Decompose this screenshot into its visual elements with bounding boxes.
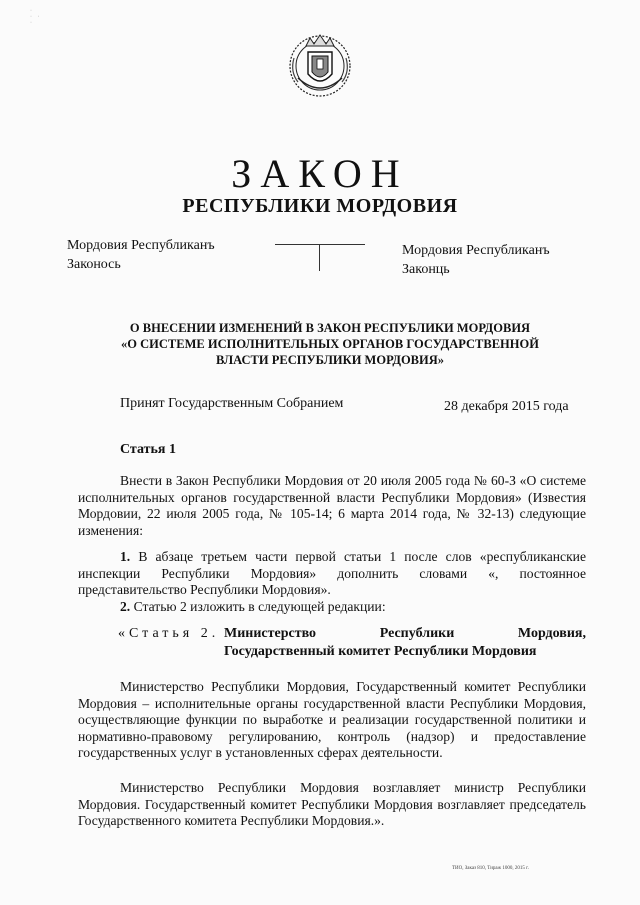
divider-vertical	[319, 245, 320, 271]
paragraph-heads: Министерство Республики Мордовия возглавляет министр Республики Мордовия. Государственный комитет Республики Мордовия возглавляет председатель Государственного комитета Республики Мордовия.».	[78, 780, 586, 828]
divider-horizontal	[275, 244, 365, 245]
article-2-heading	[118, 625, 588, 661]
heading-line-2: «О СИСТЕМЕ ИСПОЛНИТЕЛЬНЫХ ОРГАНОВ ГОСУДАРСТВЕННОЙ	[121, 337, 539, 351]
item-1-number: 1.	[120, 549, 131, 564]
article-2-label: «Статья 2.	[118, 626, 220, 641]
print-info: ТИО, Заказ 810, Тираж 1000, 2015 г.	[452, 866, 529, 871]
article-2-title-line-2: Государственный комитет Республики Мордовия	[224, 644, 537, 659]
adopted-by: Принят Государственным Собранием	[120, 396, 344, 411]
document-subtitle: РЕСПУБЛИКИ МОРДОВИЯ	[182, 195, 458, 217]
paragraph-item-2	[78, 599, 586, 616]
paragraph-item-1	[78, 549, 586, 599]
item-2-text: Статью 2 изложить в следующей редакции:	[130, 599, 386, 614]
paragraph-definition: Министерство Республики Мордовия, Государственный комитет Республики Мордовия – исполнительные органы государственной власти Республики Мордовия, осуществляющие функции по выработке и реализации государственной политики и нормативно-правовому регулированию, контроль (надзор) и предоставление государственных услуг в установленных сферах деятельности.	[78, 679, 586, 760]
coat-of-arms-icon	[284, 28, 356, 100]
heading-line-1: О ВНЕСЕНИИ ИЗМЕНЕНИЙ В ЗАКОН РЕСПУБЛИКИ МОРДОВИЯ	[129, 321, 531, 335]
document-title: ЗАКОН	[231, 151, 409, 196]
law-heading	[90, 320, 570, 368]
article-title: Статья 1	[120, 442, 176, 457]
item-1-text: В абзаце третьем части первой статьи 1 после слов «республиканские инспекции Республики Мордовия» дополнить словами «, постоянное представительство Республики Мордовия».	[78, 549, 586, 597]
article-2-title-line-1: Министерство Республики Мордовия,	[224, 626, 586, 641]
scan-noise: · · · ·	[30, 8, 42, 26]
corner-left-text: Мордовия Республиканъ Законось	[67, 238, 215, 272]
corner-right-text: Мордовия Республиканъ Законць	[402, 243, 550, 277]
paragraph-intro: Внести в Закон Республики Мордовия от 20 июля 2005 года № 60-З «О системе исполнительных органов государственной власти Республики Мордовия» (Известия Мордовии, 22 июля 2005 года, № 105-14; 6 марта 2014 года, № 32-13) следующие изменения:	[78, 473, 586, 538]
item-2-number: 2.	[120, 599, 131, 614]
heading-line-3: ВЛАСТИ РЕСПУБЛИКИ МОРДОВИЯ»	[215, 353, 445, 367]
adoption-date: 28 декабря 2015 года	[444, 399, 569, 414]
